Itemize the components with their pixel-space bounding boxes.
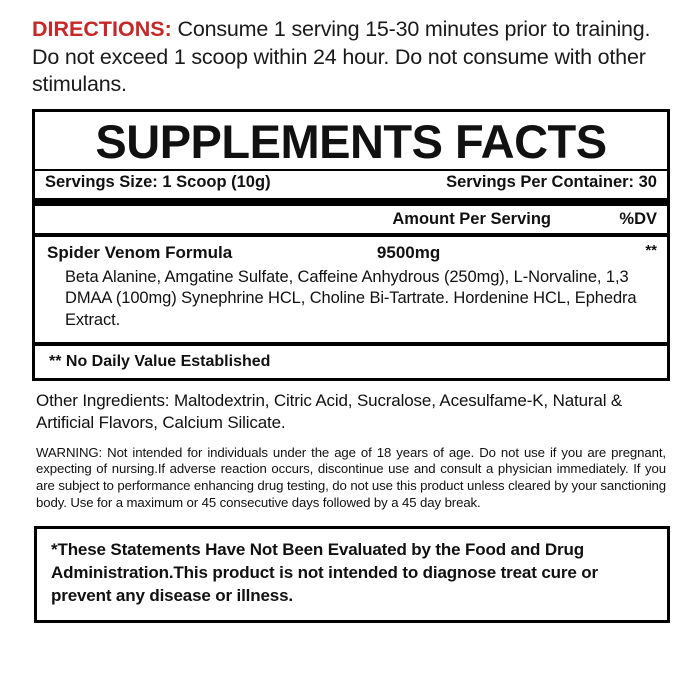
directions-paragraph: [32, 16, 678, 99]
fda-disclaimer-box: *These Statements Have Not Been Evaluated by the Food and Drug Administration.This product is not intended to diagnose treat cure or prevent any disease or illness.: [34, 526, 670, 623]
dv-header: %DV: [619, 209, 657, 228]
daily-value-note: ** No Daily Value Established: [49, 353, 271, 371]
serving-size: Servings Size: 1 Scoop (10g): [45, 172, 271, 191]
panel-title: SUPPLEMENTS FACTS: [95, 114, 607, 168]
blend-amount: 9500mg: [376, 242, 441, 262]
blend-ingredients: Beta Alanine, Amgatine Sulfate, Caffeine Anhydrous (250mg), L-Norvaline, 1,3 DMAA (100mg) Synephrine HCL, Choline Bi-Tartrate. Hordenine HCL, Ephedra Extract.: [65, 267, 637, 330]
other-ingredients: Other Ingredients: Maltodextrin, Citric Acid, Sucralose, Acesulfame-K, Natural & Artificial Flavors, Calcium Silicate.: [36, 391, 623, 433]
directions-label: DIRECTIONS:: [32, 17, 172, 41]
divider-thick-1: [35, 198, 667, 206]
supplement-facts-panel: [32, 109, 670, 382]
blend-row: [35, 237, 667, 263]
blend-dv: **: [645, 241, 657, 259]
directions-text: Consume 1 serving 15-30 minutes prior to training. Do not exceed 1 scoop within 24 hour. Do not consume with other stimulans.: [32, 17, 651, 97]
servings-per-container: Servings Per Container: 30: [446, 172, 657, 191]
serving-info-row: [35, 171, 667, 198]
warning-text: WARNING: Not intended for individuals under the age of 18 years of age. Do not use if you are pregnant, expecting of nursing.If adverse reaction occurs, discontinue use and consult a physician immediately. If you are subject to performance enhancing drug testing, do not use this product unless cleared by your sanctioning body. Use for a maximum or 45 consecutive days followed by a 45 day break.: [36, 444, 666, 511]
amount-per-serving-header: Amount Per Serving: [392, 209, 551, 228]
blend-name: Spider Venom Formula: [47, 242, 233, 262]
amount-header-row: [35, 206, 667, 233]
